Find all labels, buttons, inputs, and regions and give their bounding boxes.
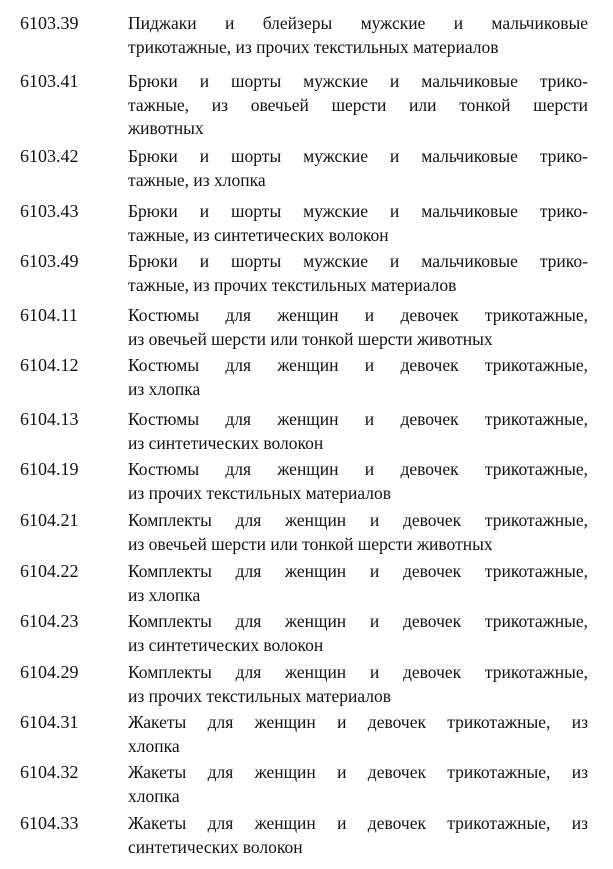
description-line: синтетических волокон xyxy=(128,836,303,857)
item-code: 6103.43 xyxy=(20,201,79,221)
item-description xyxy=(128,408,588,455)
item-description xyxy=(128,12,588,59)
item-description xyxy=(128,711,588,758)
description-line: из хлопка xyxy=(128,584,201,605)
description-line: Брюки и шорты мужские и мальчиковые трико- xyxy=(128,251,588,271)
item-code: 6104.13 xyxy=(20,409,79,429)
item-description xyxy=(128,661,588,708)
item-code: 6104.23 xyxy=(20,611,79,631)
item-code: 6104.12 xyxy=(20,355,79,375)
description-line: из прочих текстильных материалов xyxy=(128,482,392,503)
description-line: Костюмы для женщин и девочек трикотажные, xyxy=(128,409,588,429)
item-description xyxy=(128,145,588,192)
description-line: тажные, из хлопка xyxy=(128,169,266,190)
item-code: 6104.21 xyxy=(20,510,79,530)
description-line: хлопка xyxy=(128,735,180,756)
description-line: животных xyxy=(128,118,204,138)
description-line: Брюки и шорты мужские и мальчиковые трико- xyxy=(128,71,588,91)
item-code: 6104.31 xyxy=(20,712,79,732)
description-line: Комплекты для женщин и девочек трикотажные, xyxy=(128,662,588,682)
item-description xyxy=(128,610,588,657)
description-line: Жакеты для женщин и девочек трикотажные, из xyxy=(128,762,588,782)
description-line: из овечьей шерсти или тонкой шерсти животных xyxy=(128,533,493,554)
item-description xyxy=(128,70,588,141)
item-code: 6103.42 xyxy=(20,146,79,166)
description-line: трикотажные, из прочих текстильных материалов xyxy=(128,36,499,57)
item-description xyxy=(128,250,588,297)
item-code: 6103.39 xyxy=(20,13,79,33)
item-description xyxy=(128,560,588,607)
description-line: Жакеты для женщин и девочек трикотажные, из xyxy=(128,813,588,833)
description-line: из овечьей шерсти или тонкой шерсти животных xyxy=(128,328,493,349)
description-line: Костюмы для женщин и девочек трикотажные, xyxy=(128,305,588,325)
item-description xyxy=(128,458,588,505)
description-line: Брюки и шорты мужские и мальчиковые трико- xyxy=(128,201,588,221)
item-description xyxy=(128,812,588,859)
item-code: 6104.22 xyxy=(20,561,79,581)
description-line: из хлопка xyxy=(128,378,201,399)
description-line: тажные, из овечьей шерсти или тонкой шерсти xyxy=(128,94,588,115)
item-code: 6104.11 xyxy=(20,305,78,325)
description-line: Комплекты для женщин и девочек трикотажные, xyxy=(128,611,588,631)
description-line: Костюмы для женщин и девочек трикотажные, xyxy=(128,355,588,375)
item-description xyxy=(128,354,588,401)
item-description xyxy=(128,509,588,556)
item-code: 6104.32 xyxy=(20,762,79,782)
item-code: 6104.19 xyxy=(20,459,79,479)
description-line: Пиджаки и блейзеры мужские и мальчиковые xyxy=(128,13,588,33)
item-code: 6104.33 xyxy=(20,813,79,833)
item-description xyxy=(128,761,588,808)
description-line: из синтетических волокон xyxy=(128,634,324,655)
description-line: тажные, из прочих текстильных материалов xyxy=(128,274,457,295)
item-code: 6104.29 xyxy=(20,662,79,682)
description-line: тажные, из синтетических волокон xyxy=(128,224,389,245)
description-line: Брюки и шорты мужские и мальчиковые трико- xyxy=(128,146,588,166)
item-description xyxy=(128,304,588,351)
item-code: 6103.49 xyxy=(20,251,79,271)
description-line: из прочих текстильных материалов xyxy=(128,685,392,706)
item-code: 6103.41 xyxy=(20,71,79,91)
description-line: из синтетических волокон xyxy=(128,432,324,453)
description-line: Жакеты для женщин и девочек трикотажные, из xyxy=(128,712,588,732)
description-line: Комплекты для женщин и девочек трикотажные, xyxy=(128,510,588,530)
description-line: хлопка xyxy=(128,785,180,806)
description-line: Комплекты для женщин и девочек трикотажные, xyxy=(128,561,588,581)
item-description xyxy=(128,200,588,247)
description-line: Костюмы для женщин и девочек трикотажные, xyxy=(128,459,588,479)
